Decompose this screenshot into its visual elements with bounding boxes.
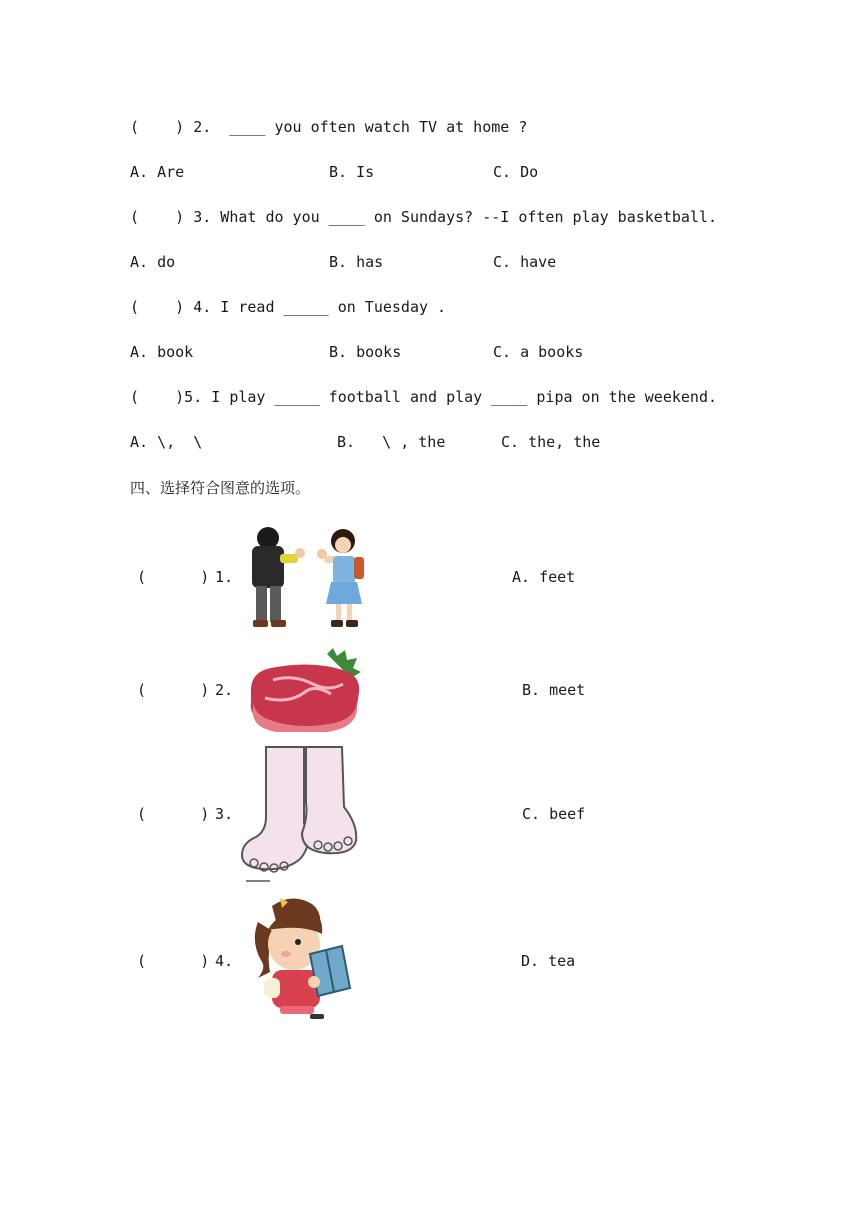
item-2-option: B. meet — [522, 681, 586, 699]
item-3-option: C. beef — [522, 805, 586, 823]
question-4-option-b: B. books — [329, 343, 402, 361]
item-2-number: 2. — [215, 681, 234, 699]
item-4-bracket: ( ) — [137, 952, 210, 970]
item-2-bracket: ( ) — [137, 681, 210, 699]
two-kids-waving-picture — [240, 524, 372, 634]
section-4-title: 四、选择符合图意的选项。 — [130, 479, 311, 497]
question-2-option-a: A. Are — [130, 163, 185, 181]
question-5-stem: ( )5. I play _____ football and play ____ pipa on the weekend. — [130, 388, 717, 406]
item-1-bracket: ( ) — [137, 568, 210, 586]
item-1-option: A. feet — [512, 568, 576, 586]
question-2-option-b: B. Is — [329, 163, 375, 181]
question-5-option-b: B. \ , the — [337, 433, 446, 451]
meat-steak-picture — [243, 646, 367, 732]
item-3-bracket: ( ) — [137, 805, 210, 823]
question-5-option-c: C. the, the — [501, 433, 601, 451]
item-1-number: 1. — [215, 568, 234, 586]
question-4-option-a: A. book — [130, 343, 194, 361]
item-3-number: 3. — [215, 805, 234, 823]
question-3-option-c: C. have — [493, 253, 557, 271]
question-4-stem: ( ) 4. I read _____ on Tuesday . — [130, 298, 447, 316]
question-2-option-c: C. Do — [493, 163, 539, 181]
question-3-option-b: B. has — [329, 253, 384, 271]
girl-reading-book-picture — [244, 896, 360, 1022]
question-2-stem: ( ) 2. ____ you often watch TV at home ? — [130, 118, 528, 136]
bare-feet-picture — [240, 745, 360, 883]
question-3-stem: ( ) 3. What do you ____ on Sundays? --I often play basketball. — [130, 208, 717, 226]
item-4-option: D. tea — [521, 952, 576, 970]
question-3-option-a: A. do — [130, 253, 176, 271]
question-4-option-c: C. a books — [493, 343, 584, 361]
question-5-option-a: A. \, \ — [130, 433, 203, 451]
item-4-number: 4. — [215, 952, 234, 970]
